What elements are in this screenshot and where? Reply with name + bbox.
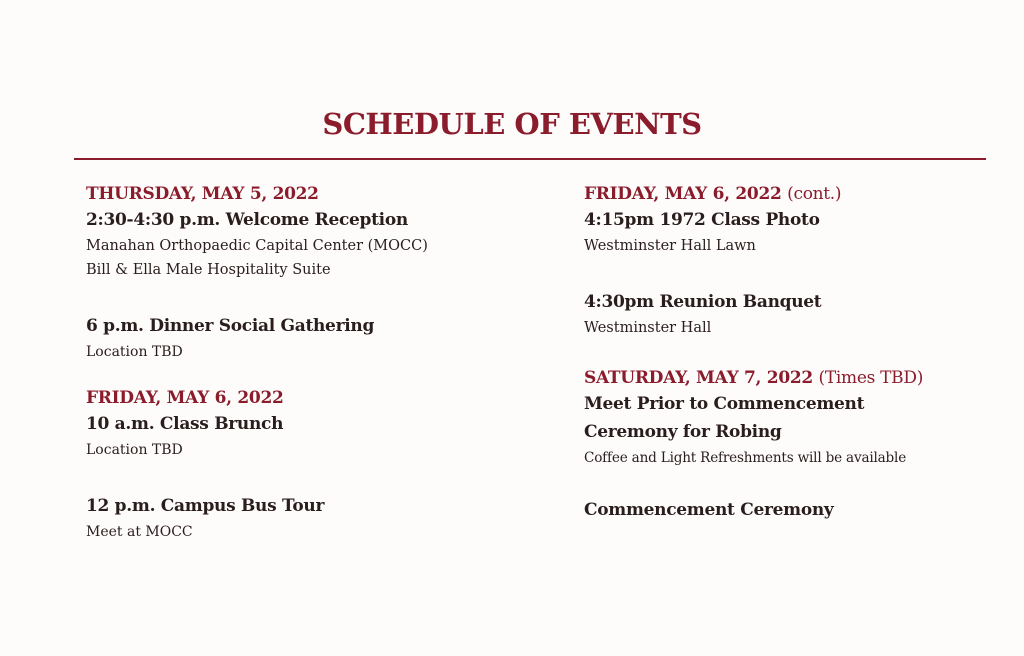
day-heading-friday-cont (584, 182, 1004, 206)
event-title: Commencement Ceremony (584, 500, 834, 520)
day-heading-text: SATURDAY, MAY 7, 2022 (584, 368, 813, 388)
event-title: Ceremony for Robing (584, 422, 782, 442)
event-title: 12 p.m. Campus Bus Tour (86, 496, 325, 516)
event-location: Westminster Hall Lawn (584, 238, 756, 254)
event-location: Location TBD (86, 442, 183, 458)
event-location: Bill & Ella Male Hospitality Suite (86, 262, 331, 278)
event-welcome-reception (86, 206, 526, 282)
event-class-brunch (86, 410, 526, 462)
day-heading-friday: FRIDAY, MAY 6, 2022 (86, 388, 284, 408)
event-title: 10 a.m. Class Brunch (86, 414, 284, 434)
event-location: Westminster Hall (584, 320, 712, 336)
event-dinner-social (86, 312, 526, 364)
left-column (86, 182, 526, 544)
day-heading-thursday: THURSDAY, MAY 5, 2022 (86, 184, 319, 204)
event-campus-bus-tour (86, 492, 526, 544)
event-title: 2:30-4:30 p.m. Welcome Reception (86, 210, 408, 230)
day-heading-suffix: (cont.) (787, 184, 842, 204)
event-title: 6 p.m. Dinner Social Gathering (86, 316, 375, 336)
day-heading-suffix: (Times TBD) (818, 368, 924, 388)
event-title: 4:15pm 1972 Class Photo (584, 210, 820, 230)
event-title: Meet Prior to Commencement (584, 394, 865, 414)
event-commencement-ceremony (584, 496, 1004, 524)
event-robing (584, 390, 1004, 470)
event-note: Coffee and Light Refreshments will be available (584, 450, 907, 466)
event-location: Location TBD (86, 344, 183, 360)
event-class-photo (584, 206, 1004, 258)
event-location: Manahan Orthopaedic Capital Center (MOCC) (86, 238, 428, 254)
event-location: Meet at MOCC (86, 524, 193, 540)
event-title: 4:30pm Reunion Banquet (584, 292, 822, 312)
page-title: SCHEDULE OF EVENTS (322, 107, 702, 141)
right-column (584, 182, 1004, 524)
day-heading-text: FRIDAY, MAY 6, 2022 (584, 184, 782, 204)
day-heading-saturday (584, 366, 1004, 390)
title-divider (74, 158, 986, 160)
event-reunion-banquet (584, 288, 1004, 340)
